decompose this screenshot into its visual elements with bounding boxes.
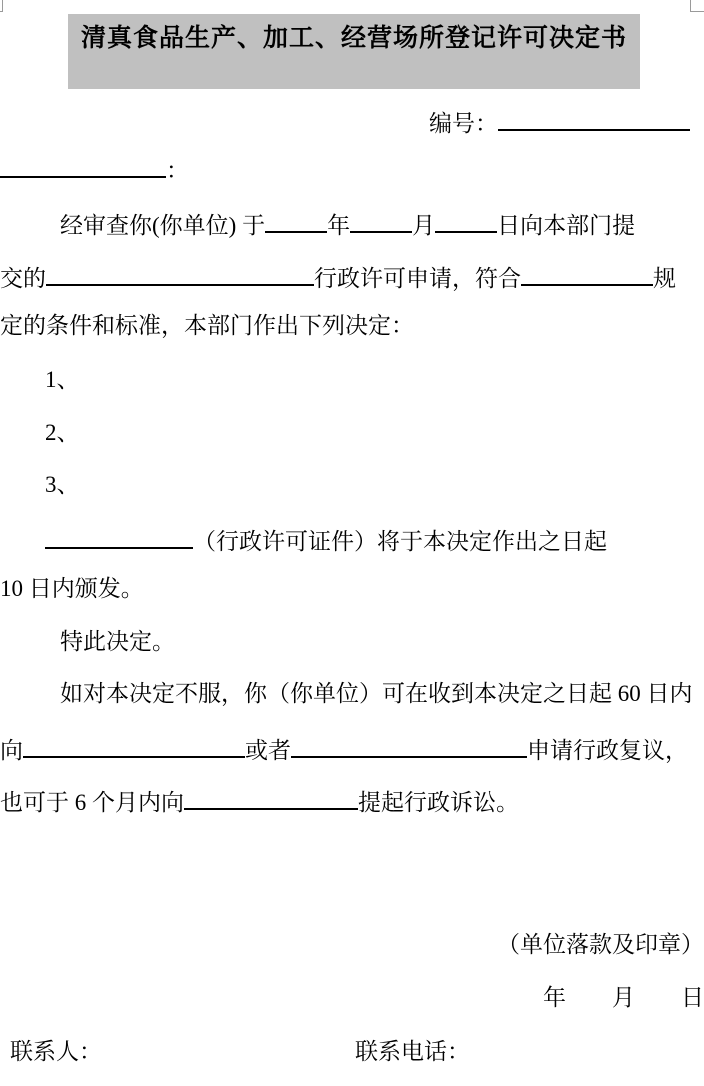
appeal-text: 或者 [245,738,291,763]
decision-item-3 [0,469,704,501]
issuance-text: 10 日内颁发。 [0,576,144,601]
permit-name-blank-field[interactable] [46,258,314,286]
review-organ-blank-field[interactable] [23,730,245,758]
day-blank-field[interactable] [435,205,497,233]
contact-label: 联系人： [10,1039,102,1064]
paragraph1-text: 规 [653,266,676,291]
appeal-text: 如对本决定不服，你（你单位）可在收到本决定之日起 60 日内 [60,681,693,706]
appeal-line3 [0,782,704,819]
decision-item-label: 3、 [45,472,80,497]
number-blank-field[interactable] [498,103,690,131]
year-blank-field[interactable] [265,205,327,233]
seal-note-line [0,929,704,961]
hereby-decision-line [0,626,704,658]
decision-item-label: 1、 [45,367,80,392]
decision-item-1 [0,364,704,396]
issuance-line2 [0,573,704,605]
year-label: 年 [327,213,351,238]
crop-mark-top-right-icon [690,0,691,11]
crop-mark-top-left-icon [2,0,3,11]
appeal-line2 [0,730,704,767]
court-blank-field[interactable] [184,782,358,810]
regulation-blank-field[interactable] [521,258,653,286]
month-blank-field[interactable] [350,205,412,233]
appeal-text: 提起行政诉讼。 [358,790,519,815]
paragraph1-line3 [0,310,704,342]
number-label: 编号： [429,111,498,136]
paragraph1-line2 [0,258,704,295]
seal-note-text: （单位落款及印章） [497,932,704,957]
paragraph1-text: 定的条件和标准，本部门作出下列决定： [0,313,414,338]
decision-item-2 [0,417,704,449]
appeal-text: 申请行政复议， [527,738,688,763]
hereby-decision-text: 特此决定。 [60,629,175,654]
paragraph1-text: 行政许可申请，符合 [314,266,521,291]
appeal-text: 也可于 6 个月内向 [0,790,184,815]
document-title: 清真食品生产、加工、经营场所登记许可决定书 [80,25,627,52]
crop-mark-top-right-icon [690,11,704,12]
decision-item-label: 2、 [45,420,80,445]
appeal-text: 向 [0,738,23,763]
issuance-text: （行政许可证件）将于本决定作出之日起 [193,529,607,554]
day-label: 日向本部门提 [497,213,636,238]
recipient-colon: ： [166,158,189,183]
paragraph1-text: 交的 [0,266,46,291]
paragraph1-line1 [0,205,704,242]
paragraph1-text: 经审查你(你单位) 于 [60,213,266,238]
document-title-highlight [68,14,640,89]
appeal-line1 [0,678,704,710]
phone-label: 联系电话： [355,1039,470,1064]
month-label: 月 [412,213,436,238]
signature-date-text: 年 月 日 [543,985,704,1010]
crop-mark-top-left-icon [0,11,3,12]
recipient-blank-field[interactable] [0,150,166,178]
number-line [0,103,704,140]
recipient-line [0,150,704,187]
review-organ2-blank-field[interactable] [291,730,527,758]
issuance-line1 [0,521,704,558]
certificate-blank-field[interactable] [45,521,193,549]
signature-date-line [0,982,704,1014]
